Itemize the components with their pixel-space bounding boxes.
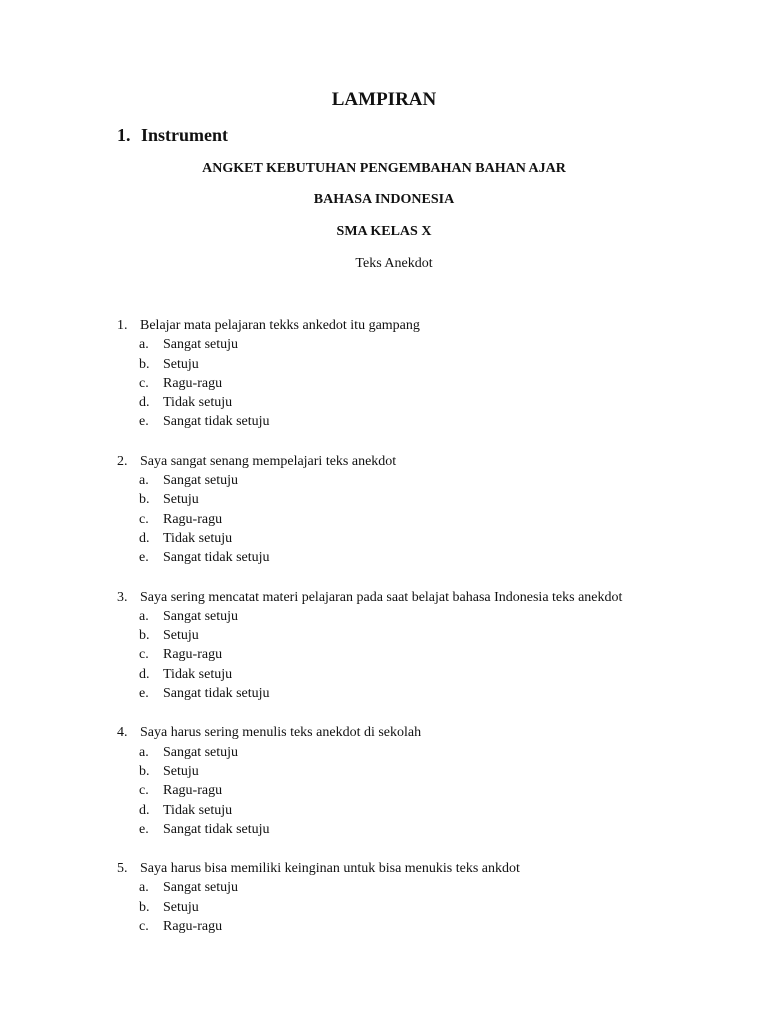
question-item <box>117 723 717 839</box>
option-text: Sangat tidak setuju <box>163 686 270 702</box>
option-list <box>117 335 717 431</box>
question-number: 4. <box>117 725 128 741</box>
question-text: Saya sering mencatat materi pelajaran pada saat belajat bahasa Indonesia teks anekdot <box>140 589 623 605</box>
section-number: 1. <box>117 125 131 145</box>
question-item <box>117 452 717 568</box>
answer-option <box>139 355 717 374</box>
option-letter: a. <box>139 608 149 624</box>
option-letter: c. <box>139 511 149 527</box>
option-letter: c. <box>139 647 149 663</box>
option-text: Sangat setuju <box>163 473 239 489</box>
option-text: Ragu-ragu <box>163 919 223 935</box>
option-text: Setuju <box>163 356 199 372</box>
answer-option <box>139 412 717 431</box>
option-text: Setuju <box>163 763 199 779</box>
question-number: 5. <box>117 861 128 877</box>
question-item <box>117 859 717 936</box>
option-text: Setuju <box>163 899 199 915</box>
question-text: Saya harus sering menulis teks anekdot di sekolah <box>140 725 422 741</box>
option-letter: e. <box>139 686 149 702</box>
answer-option <box>139 335 717 354</box>
answer-option <box>139 626 717 645</box>
questionnaire-title: ANGKET KEBUTUHAN PENGEMBAHAN BAHAN AJAR <box>202 161 566 176</box>
option-text: Ragu-ragu <box>163 511 223 527</box>
option-letter: b. <box>139 492 150 508</box>
question-number: 2. <box>117 453 128 469</box>
option-text: Sangat setuju <box>163 608 239 624</box>
option-letter: a. <box>139 473 149 489</box>
question-text: Saya harus bisa memiliki keinginan untuk bisa menukis teks ankdot <box>140 861 520 877</box>
option-text: Tidak setuju <box>163 666 233 682</box>
option-list <box>117 743 717 839</box>
option-text: Tidak setuju <box>163 395 233 411</box>
option-text: Sangat tidak setuju <box>163 821 270 837</box>
option-letter: d. <box>139 666 150 682</box>
question-row <box>117 588 717 607</box>
question-item <box>117 316 717 432</box>
question-row <box>117 723 717 742</box>
option-letter: c. <box>139 375 149 391</box>
answer-option <box>139 684 717 703</box>
question-list <box>117 316 717 956</box>
answer-option <box>139 801 717 820</box>
option-text: Sangat setuju <box>163 744 239 760</box>
option-letter: e. <box>139 414 149 430</box>
question-item <box>117 588 717 704</box>
option-text: Sangat tidak setuju <box>163 550 270 566</box>
answer-option <box>139 781 717 800</box>
answer-option <box>139 645 717 664</box>
answer-option <box>139 607 717 626</box>
answer-option <box>139 529 717 548</box>
question-text: Belajar mata pelajaran tekks ankedot itu gampang <box>140 318 420 333</box>
option-text: Setuju <box>163 628 199 644</box>
option-text: Sangat tidak setuju <box>163 414 270 430</box>
class-title: SMA KELAS X <box>336 224 432 239</box>
option-text: Sangat setuju <box>163 337 239 353</box>
topic-label: Teks Anekdot <box>355 256 433 271</box>
option-letter: a. <box>139 337 149 353</box>
option-list <box>117 607 717 703</box>
option-letter: c. <box>139 783 149 799</box>
option-letter: d. <box>139 395 150 411</box>
option-letter: b. <box>139 628 150 644</box>
answer-option <box>139 898 717 917</box>
answer-option <box>139 743 717 762</box>
option-letter: b. <box>139 763 150 779</box>
option-list <box>117 878 717 936</box>
subject-title: BAHASA INDONESIA <box>313 192 455 207</box>
answer-option <box>139 665 717 684</box>
option-text: Tidak setuju <box>163 530 233 546</box>
section-label: Instrument <box>141 125 229 145</box>
option-text: Ragu-ragu <box>163 375 223 391</box>
option-text: Sangat setuju <box>163 880 239 896</box>
option-text: Tidak setuju <box>163 802 233 818</box>
option-letter: b. <box>139 899 150 915</box>
answer-option <box>139 510 717 529</box>
question-number: 3. <box>117 589 128 605</box>
answer-option <box>139 820 717 839</box>
answer-option <box>139 878 717 897</box>
option-letter: b. <box>139 356 150 372</box>
option-letter: c. <box>139 919 149 935</box>
answer-option <box>139 917 717 936</box>
option-letter: d. <box>139 530 150 546</box>
section-heading <box>117 124 228 146</box>
question-row <box>117 316 717 335</box>
answer-option <box>139 548 717 567</box>
option-text: Ragu-ragu <box>163 783 223 799</box>
question-row <box>117 859 717 878</box>
page-title: LAMPIRAN <box>331 89 437 110</box>
question-text: Saya sangat senang mempelajari teks anekdot <box>140 453 397 469</box>
option-letter: a. <box>139 744 149 760</box>
answer-option <box>139 762 717 781</box>
option-text: Setuju <box>163 492 199 508</box>
option-letter: e. <box>139 550 149 566</box>
answer-option <box>139 374 717 393</box>
option-letter: e. <box>139 821 149 837</box>
option-letter: a. <box>139 880 149 896</box>
answer-option <box>139 393 717 412</box>
answer-option <box>139 490 717 509</box>
question-row <box>117 452 717 471</box>
option-list <box>117 471 717 567</box>
option-letter: d. <box>139 802 150 818</box>
option-text: Ragu-ragu <box>163 647 223 663</box>
answer-option <box>139 471 717 490</box>
question-number: 1. <box>117 318 128 333</box>
